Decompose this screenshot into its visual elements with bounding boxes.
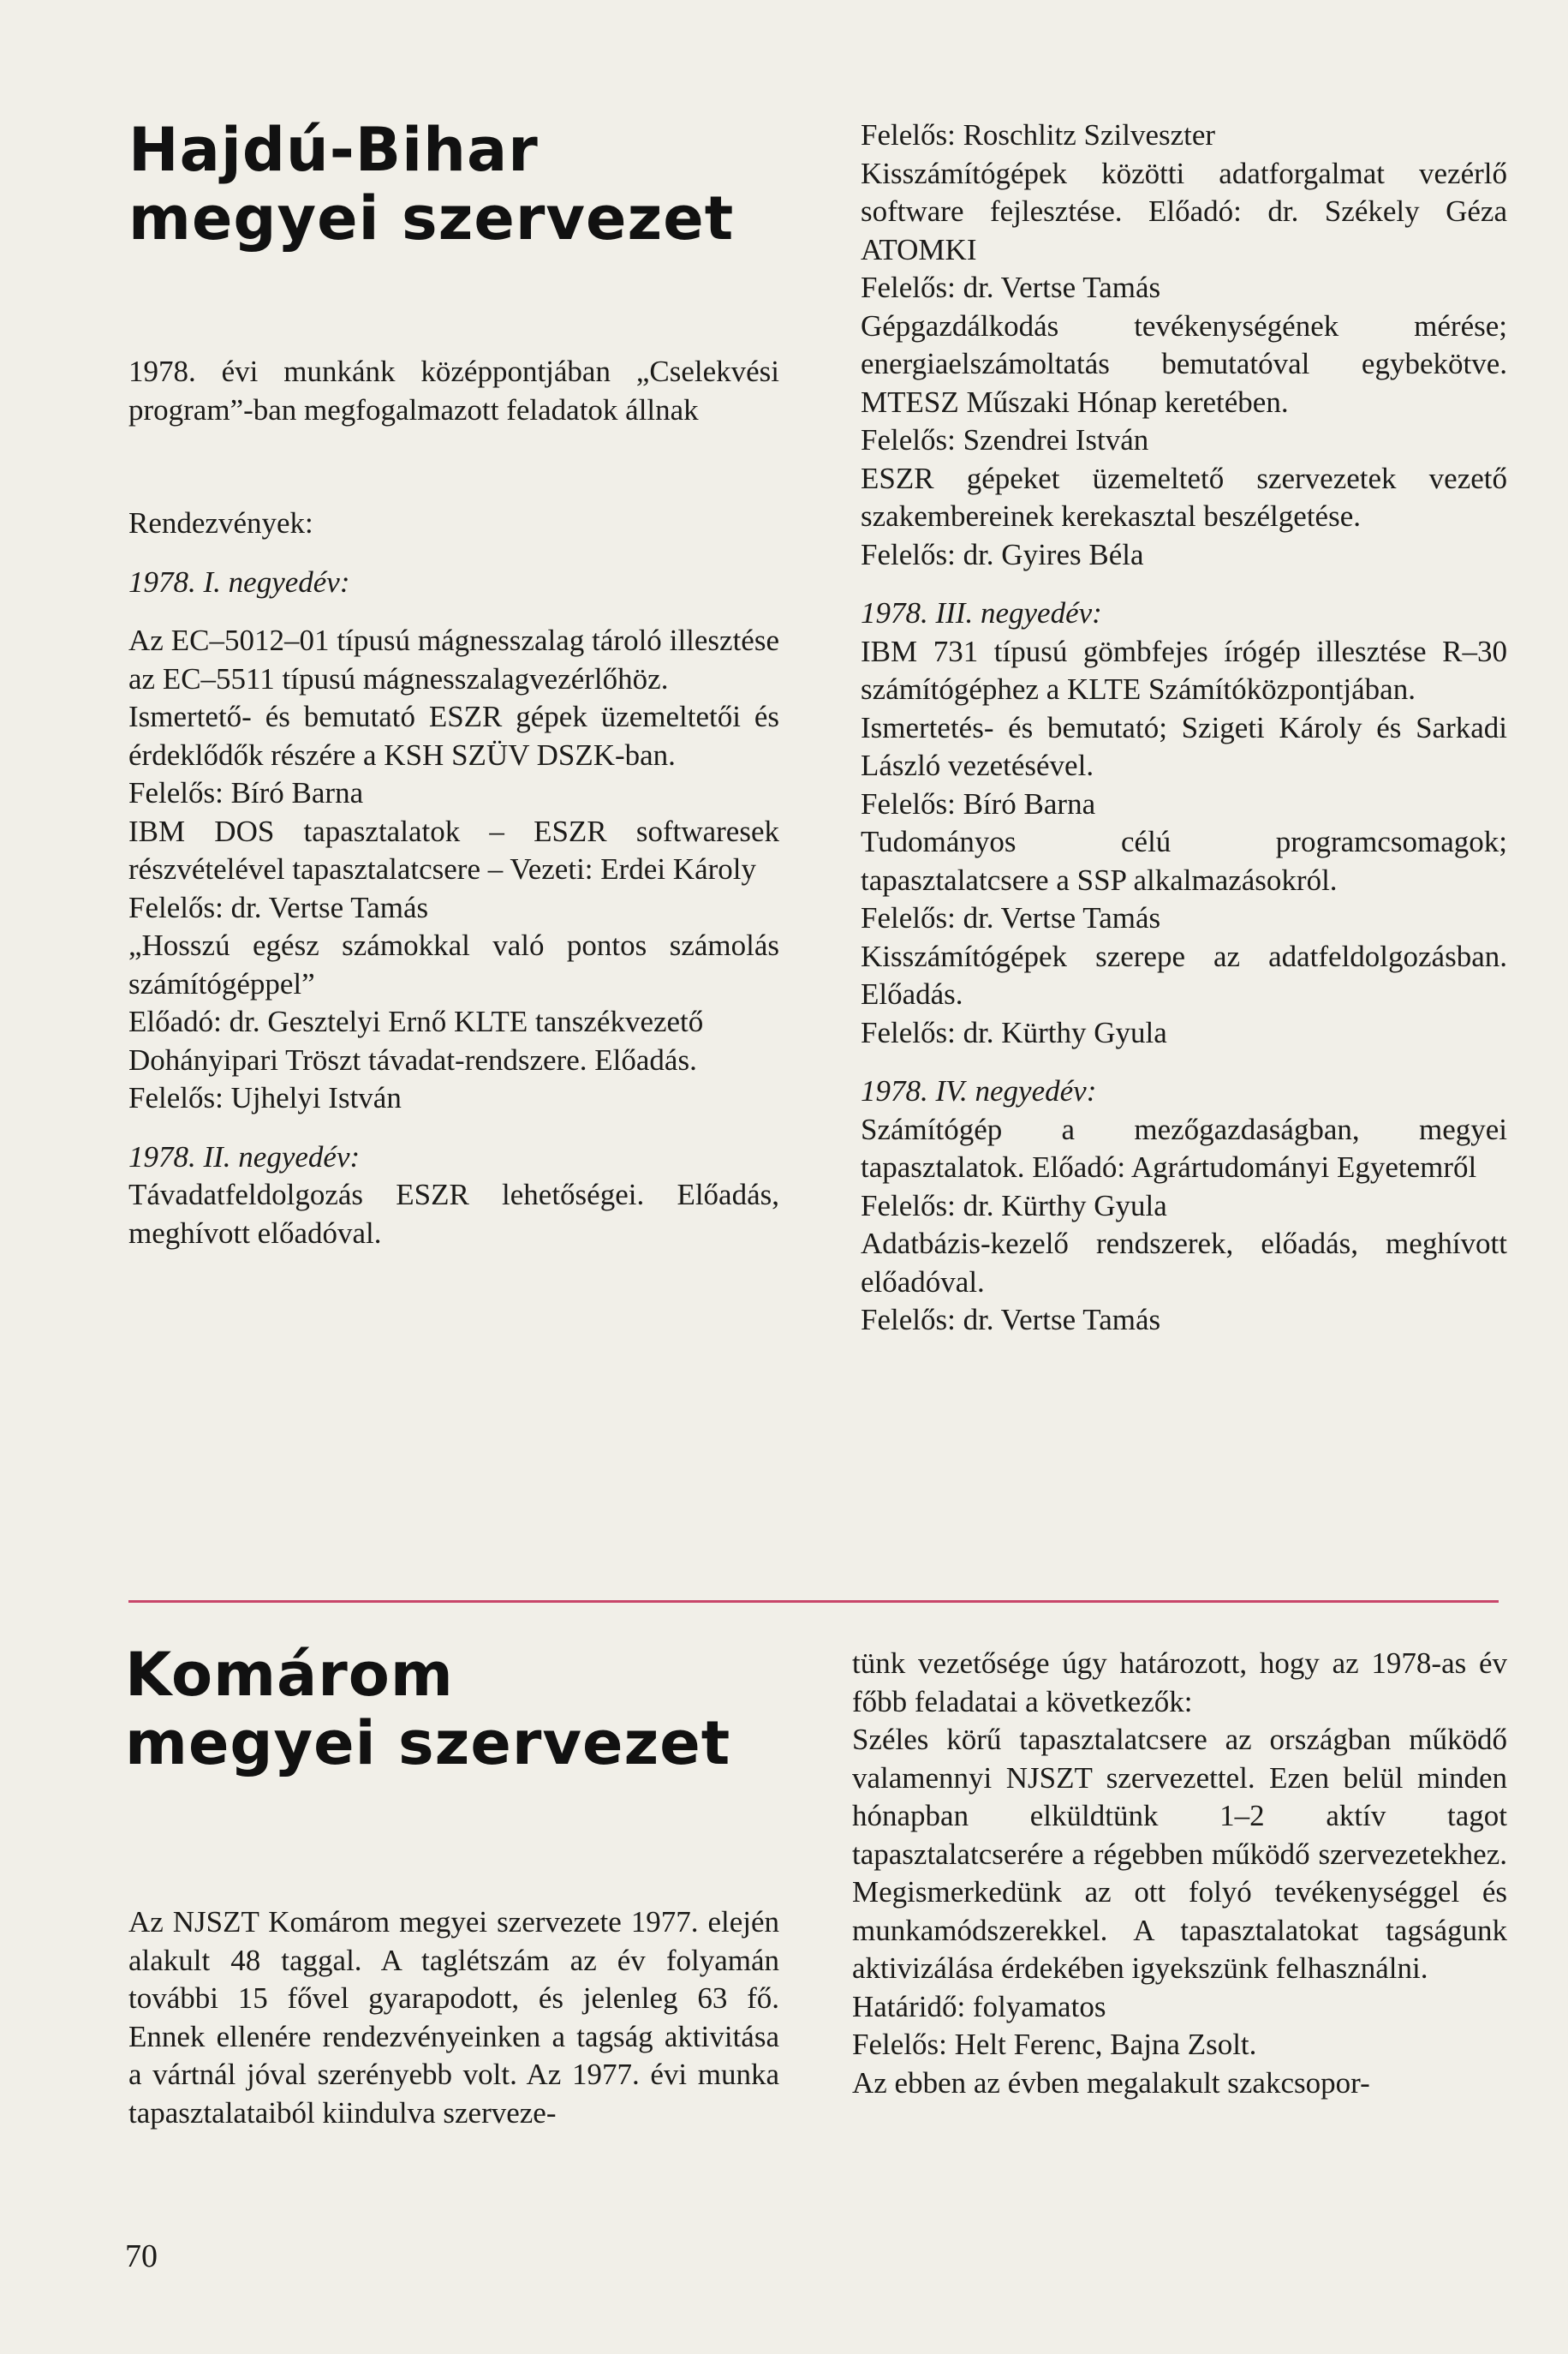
hajdu-intro: 1978. évi munkánk középpontjában „Cselekvési program”-ban megfogalmazott feladatok állnak (128, 355, 779, 427)
komarom-heading-line2: megyei szervezet (125, 1708, 731, 1778)
komarom-right-item: Felelős: Helt Ferenc, Bajna Zsolt. (852, 2028, 1257, 2061)
q1-item: Dohányipari Tröszt távadat-rendszere. Előadás. (128, 1043, 697, 1077)
komarom-left-column (128, 1903, 779, 2132)
q2-item: Távadatfeldolgozás ESZR lehetőségei. Előadás, meghívott előadóval. (128, 1178, 779, 1250)
q1-label: 1978. I. negyedév: (128, 565, 350, 599)
q2-item: Kisszámítógépek közötti adatforgalmat vezérlő software fejlesztése. Előadó: dr. Székely Géza ATOMKI (861, 156, 1507, 266)
q2-item: ESZR gépeket üzemeltető szervezetek vezető szakembereinek kerekasztal beszélgetése. (861, 461, 1507, 533)
komarom-right-item: Széles körű tapasztalatcsere az országban működő valamennyi NJSZT szervezettel. Ezen belül minden hónapban elküldtünk 1–2 aktív tagot tapasztalatcserére a régebben működő szervezetekhez. Megismerkedünk az ott folyó tevékenységgel és munkamódszerekkel. A tapasztalatokat tagságunk aktivizálása érdekében igyekszünk felhasználni. (852, 1723, 1507, 1985)
q3-item: Kisszámítógépek szerepe az adatfeldolgozásban. Előadás. (861, 939, 1507, 1011)
hajdu-left-column (128, 353, 779, 1252)
q2-item: Felelős: dr. Vertse Tamás (861, 271, 1161, 304)
q2-label: 1978. II. negyedév: (128, 1139, 361, 1174)
q1-item: Az EC–5012–01 típusú mágnesszalag tároló illesztése az EC–5511 típusú mágnesszalagvezérlőhöz. (128, 624, 779, 696)
q3-item: Felelős: dr. Vertse Tamás (861, 901, 1161, 935)
q4-item: Adatbázis-kezelő rendszerek, előadás, meghívott előadóval. (861, 1227, 1507, 1299)
q2-item: Felelős: dr. Gyires Béla (861, 537, 1144, 571)
q3-item: Ismertetés- és bemutató; Szigeti Károly és Sarkadi László vezetésével. (861, 710, 1507, 782)
komarom-heading (125, 1640, 730, 1777)
komarom-right-item: tünk vezetősége úgy határozott, hogy az 1978-as év főbb feladatai a következők: (852, 1646, 1507, 1718)
komarom-heading-line1: Komárom (125, 1640, 454, 1710)
q3-item: IBM 731 típusú gömbfejes írógép illesztése R–30 számítógéphez a KLTE Számítóközpontjában. (861, 634, 1507, 706)
q4-item: Felelős: dr. Kürthy Gyula (861, 1188, 1167, 1222)
q2-item: Felelős: Roschlitz Szilveszter (861, 118, 1216, 152)
komarom-right-item: Határidő: folyamatos (852, 1989, 1106, 2023)
q4-label: 1978. IV. negyedév: (861, 1074, 1097, 1108)
q1-item: Felelős: dr. Vertse Tamás (128, 890, 429, 924)
q3-item: Felelős: Bíró Barna (861, 786, 1096, 821)
komarom-right-column (852, 1645, 1507, 2102)
hajdu-right-column (861, 117, 1507, 1340)
q3-label: 1978. III. negyedév: (861, 596, 1102, 630)
hajdu-heading-line2: megyei szervezet (128, 183, 735, 254)
q3-item: Tudományos célú programcsomagok; tapasztalatcsere a SSP alkalmazásokról. (861, 825, 1507, 897)
q4-item: Számítógép a mezőgazdaságban, megyei tapasztalatok. Előadó: Agrártudományi Egyetemről (861, 1112, 1507, 1184)
q2-item: Gépgazdálkodás tevékenységének mérése; energiaelszámoltatás bemutatóval egybekötve. MTESZ Műszaki Hónap keretében. (861, 308, 1507, 419)
q4-item: Felelős: dr. Vertse Tamás (861, 1303, 1161, 1336)
hajdu-heading (128, 116, 734, 253)
q1-item: Felelős: Ujhelyi István (128, 1081, 402, 1114)
q1-item: IBM DOS tapasztalatok – ESZR softwaresek részvételével tapasztalatcsere – Vezeti: Erdei Károly (128, 814, 779, 886)
q1-item: Előadó: dr. Gesztelyi Ernő KLTE tanszékvezető (128, 1005, 704, 1038)
komarom-left-text: Az NJSZT Komárom megyei szervezete 1977. elején alakult 48 taggal. A taglétszám az év folyamán további 15 fővel gyarapodott, és jelenleg 63 fő. Ennek ellenére rendezvényeinken a tagság aktivitása a vártnál jóval szerényebb volt. Az 1977. évi munka tapasztalataiból kiindulva szerveze- (128, 1905, 779, 2130)
page-number: 70 (125, 2238, 158, 2274)
q2-item: Felelős: Szendrei István (861, 423, 1149, 457)
komarom-right-item: Az ebben az évben megalakult szakcsopor- (852, 2065, 1370, 2100)
hajdu-heading-line1: Hajdú-Bihar (128, 115, 539, 185)
section-divider (128, 1600, 1499, 1603)
q1-item: Felelős: Bíró Barna (128, 776, 364, 810)
events-label: Rendezvények: (128, 506, 313, 540)
q1-item: Ismertető- és bemutató ESZR gépek üzemeltetői és érdeklődők részére a KSH SZÜV DSZK-ban. (128, 700, 779, 772)
q3-item: Felelős: dr. Kürthy Gyula (861, 1015, 1167, 1049)
q1-item: „Hosszú egész számokkal való pontos számolás számítógéppel” (128, 929, 779, 1001)
